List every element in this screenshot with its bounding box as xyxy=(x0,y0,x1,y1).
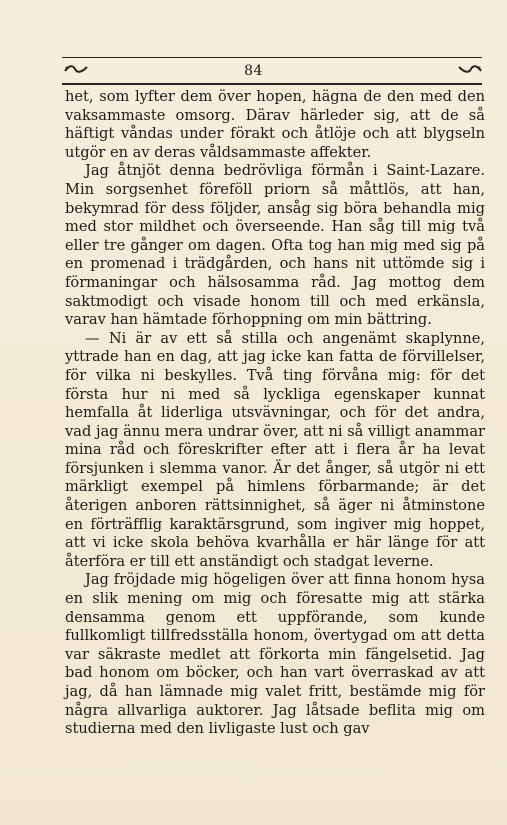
page-number: 84 xyxy=(244,63,263,79)
header-rule-top xyxy=(62,57,482,58)
ornament-right-icon xyxy=(458,64,482,74)
header-rule-bottom xyxy=(62,83,482,85)
paragraph-continuation: het, som lyfter dem över hopen, hägna de den med den vaksammaste omsorg. Därav härleder sig, att de så häftigt våndas under förakt och åtlöje och att blygseln utgör en av deras våldsammaste affekter. xyxy=(65,88,485,161)
paragraph: Jag åtnjöt denna bedrövliga förmån i Saint-Lazare. Min sorgsenhet föreföll priorn så måttlös, att han, bekymrad för dess följder, ansåg sig böra behandla mig med stor mildhet och överseende. Han såg till mig två eller tre gånger om dagen. Ofta tog han mig med sig på en promenad i trädgården, och hans nit uttömde sig i förmaningar och hälsosamma råd. Jag mottog dem saktmodigt och visade honom till och med erkänsla, varav han hämtade förhoppning om min bättring. xyxy=(65,162,485,329)
paragraph-dialogue: — Ni är av ett så stilla och angenämt skaplynne, yttrade han en dag, att jag icke kan fatta de förvillelser, för vilka ni beskylles. Två ting förvåna mig: för det första hur ni med så lyckliga egenskaper kunnat hemfalla åt liderliga utsvävningar, och för det andra, vad jag ännu mera undrar över, att ni så villigt anammar mina råd och föreskrifter efter att i flera år ha levat försjunken i slemma vanor. Är det ånger, så utgör ni ett märkligt exempel på himlens förbarmande; är det återigen anboren rättsinnighet, så äger ni åtminstone en förträfflig karaktärsgrund, som ingiver mig hoppet, att vi icke skola behöva kvarhålla er här länge för att återföra er till ett anständigt och stadgat leverne. xyxy=(65,329,485,570)
body-text xyxy=(65,88,485,739)
paragraph: Jag fröjdade mig högeligen över att finna honom hysa en slik mening om mig och föresatte mig att stärka densamma genom ett uppförande, som kunde fullkomligt tillfredsställa honom, övertygad om att detta var säkraste medlet att förkorta min fängelsetid. Jag bad honom om böcker, och han vart överraskad av att jag, då han lämnade mig valet fritt, bestämde mig för några allvarliga auktorer. Jag låtsade beflita mig om studierna med den livligaste lust och gav xyxy=(65,571,485,738)
